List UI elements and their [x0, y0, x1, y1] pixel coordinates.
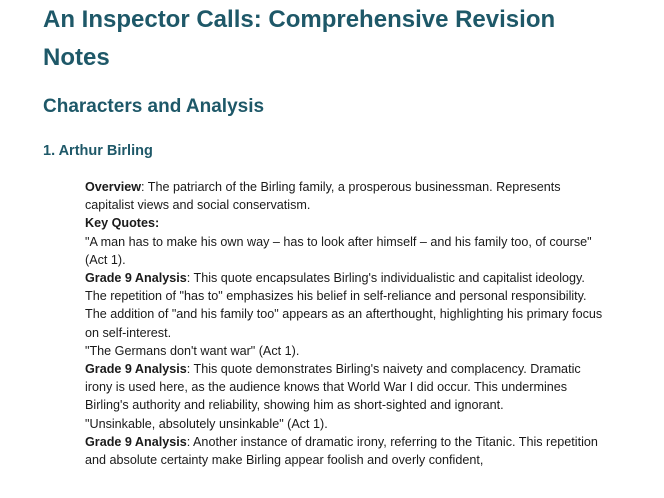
analysis-paragraph: [85, 433, 605, 469]
quote-line: "A man has to make his own way – has to look after himself – and his family too, of course" (Act 1).: [85, 234, 592, 267]
analysis-label: Grade 9 Analysis: [85, 434, 187, 449]
analysis-label: Grade 9 Analysis: [85, 271, 187, 286]
quote-line: "Unsinkable, absolutely unsinkable" (Act 1).: [85, 416, 328, 431]
analysis-paragraph: [85, 360, 605, 415]
key-quotes-colon: :: [155, 216, 160, 231]
quote-line: "The Germans don't want war" (Act 1).: [85, 343, 300, 358]
analysis-text: : This quote demonstrates Birling's naivety and complacency. Dramatic irony is used here, as the audience knows that World War I did occur. This undermines Birling's authority and reliability, showing him as short-sighted and ignorant.: [85, 362, 581, 413]
analysis-label: Grade 9 Analysis: [85, 362, 187, 377]
overview-text: : The patriarch of the Birling family, a prosperous businessman. Represents capitalist views and social conservatism.: [85, 180, 561, 213]
analysis-text: : Another instance of dramatic irony, referring to the Titanic. This repetition and absolute certainty make Birling appear foolish and overly confident,: [85, 434, 598, 468]
subsection-heading: 1. Arthur Birling: [43, 143, 153, 159]
key-quotes-label: Key Quotes: [85, 216, 155, 231]
overview-label: Overview: [85, 180, 142, 194]
overview-paragraph: [85, 178, 605, 214]
document-title: An Inspector Calls: Comprehensive Revision Notes: [43, 6, 556, 71]
analysis-text: : This quote encapsulates Birling's individualistic and capitalist ideology. The repetition of "has to" emphasizes his belief in self-reliance and personal responsibility. The addition of "and his family too" appears as an afterthought, highlighting his primary focus on self-interest.: [85, 271, 603, 340]
key-quotes-heading: [85, 214, 605, 232]
section-heading: Characters and Analysis: [43, 96, 265, 117]
analysis-paragraph: [85, 269, 605, 342]
character-notes: [85, 178, 605, 469]
